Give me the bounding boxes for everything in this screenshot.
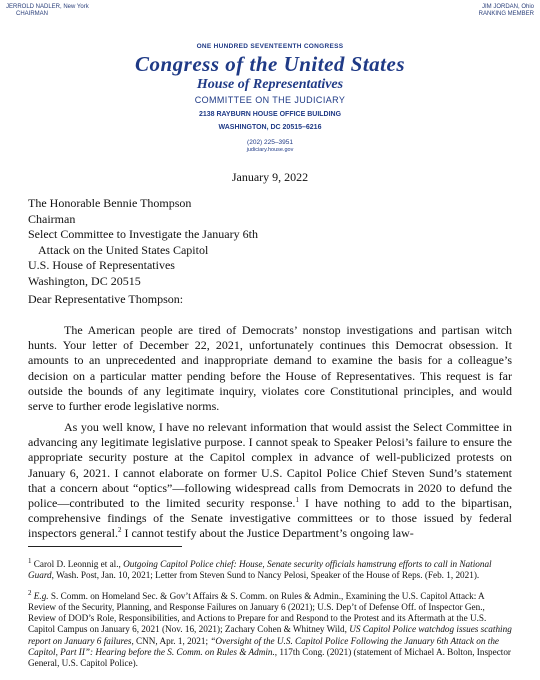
website: judiciary.house.gov — [246, 147, 294, 153]
recipient-committee-cont: Attack on the United States Capitol — [38, 242, 209, 257]
congress-title: Congress of the United States — [134, 52, 406, 76]
footnote-ref-2: 2 — [117, 526, 122, 535]
paragraph-2 — [28, 420, 512, 542]
recipient-name: The Honorable Bennie Thompson — [28, 196, 192, 210]
chairman-name: JERROLD NADLER, New York — [6, 4, 89, 10]
phone-number: (202) 225–3951 — [247, 139, 293, 146]
footnotes — [28, 550, 514, 678]
recipient-body: U.S. House of Representatives — [28, 258, 175, 272]
paragraph-2-part-2: I have nothing to add to the bipartisan, comprehensive findings of the Senate investigative committees or to those issued by federal inspectors general. — [28, 496, 513, 541]
footnote-2-part-c: , 117th Cong. (2021) (statement of Michael A. Bolton, Inspector General, U.S. Capitol Police). — [28, 646, 511, 668]
house-title: House of Representatives — [196, 77, 344, 92]
committee-name: COMMITTEE ON THE JUDICIARY — [194, 95, 346, 105]
footnote-2-eg: E.g. — [33, 590, 49, 601]
footnote-2 — [28, 588, 514, 669]
chairman-title: CHAIRMAN — [16, 11, 49, 17]
recipient-committee: Select Committee to Investigate the January 6th — [28, 227, 258, 241]
footnote-2-part-a: S. Comm. on Homeland Sec. & Gov’t Affairs & S. Comm. on Rules & Admin., Examining the U.S. Capitol Attack: A Review of the Security, Planning, and Response Failures on January 6 (2021); U.S. Dep’t of Defense Off. of Inspector Gen., Review of DOD’s Role, Responsibilities, and Actions to Prepare for and Respond to the Protest and its Aftermath at the U.S. Capitol Campus on January 6, 2021 (Nov. 16, 2021); Zachary Cohen & Whitney Wild, — [28, 590, 487, 635]
recipient-address — [28, 196, 512, 289]
footnote-ref-1: 1 — [295, 496, 299, 505]
paragraph-2-part-3: I cannot testify about the Justice Department’s ongoing law- — [121, 526, 414, 541]
paragraph-2-part-1: As you well know, I have no relevant information that would assist the Select Committee in advancing any legitimate legislative purpose. I cannot speak to Speaker Pelosi’s failure to ensure the appropriate security posture at the Capitol complex in advance of well-publicized protests on January 6, 2021. I cannot elaborate on former U.S. Capitol Police Chief Steven Sund’s statement that a concern about “optics”—following widespread calls from Democrats in 2020 to defund the police—contributed to the limited security response. — [28, 420, 512, 511]
footnote-1-title: Outgoing Capitol Police chief: House, Senate security officials hamstrung efforts to call in National Guard — [28, 559, 492, 581]
chairman-block — [6, 4, 89, 18]
footnote-divider — [28, 546, 182, 547]
ranking-member-title: RANKING MEMBER — [478, 11, 534, 17]
footnote-2-title-1: US Capitol Police watchdog issues scathing report on January 6 failures — [28, 624, 512, 646]
footnote-1 — [28, 559, 514, 581]
paragraph-1: The American people are tired of Democrats’ nonstop investigations and partisan witch hunts. Your letter of December 22, 2021, unfortunately continues this Democrat obsession. It amounts to an unprecedented and inappropriate demand to examine the basis for a colleague’s decision on a particular matter pending before the House of Representatives. This request is far outside the bounds of any legitimate inquiry, violates core Constitutional principles, and would serve to further erode legislative norms. — [28, 323, 512, 414]
letter-date: January 9, 2022 — [231, 170, 309, 184]
footnote-1-number: 1 — [28, 557, 32, 566]
footnote-2-title-2: “Oversight of the U.S. Capitol Police Following the January 6th Attack on the Capitol, Part II”: Hearing before the S. Comm. on Rules & Admin. — [28, 635, 500, 657]
ranking-member-block — [479, 4, 534, 18]
footnote-1-author: Carol D. Leonnig et al., — [31, 559, 124, 570]
office-address: 2138 RAYBURN HOUSE OFFICE BUILDING — [198, 111, 342, 118]
ranking-member-name: JIM JORDAN, Ohio — [481, 4, 534, 10]
footnote-2-number: 2 — [28, 588, 32, 597]
footnote-2-part-b: , CNN, Apr. 1, 2021; — [131, 635, 211, 646]
congress-number: ONE HUNDRED SEVENTEENTH CONGRESS — [196, 43, 344, 50]
city-address: WASHINGTON, DC 20515–6216 — [218, 124, 322, 131]
recipient-title: Chairman — [28, 211, 76, 226]
footnote-1-source: , Wash. Post, Jan. 10, 2021; Letter from Steven Sund to Nancy Pelosi, Speaker of the House of Reps. (Feb. 1, 2021). — [51, 570, 480, 581]
recipient-city: Washington, DC 20515 — [28, 273, 141, 288]
salutation: Dear Representative Thompson: — [28, 292, 184, 306]
